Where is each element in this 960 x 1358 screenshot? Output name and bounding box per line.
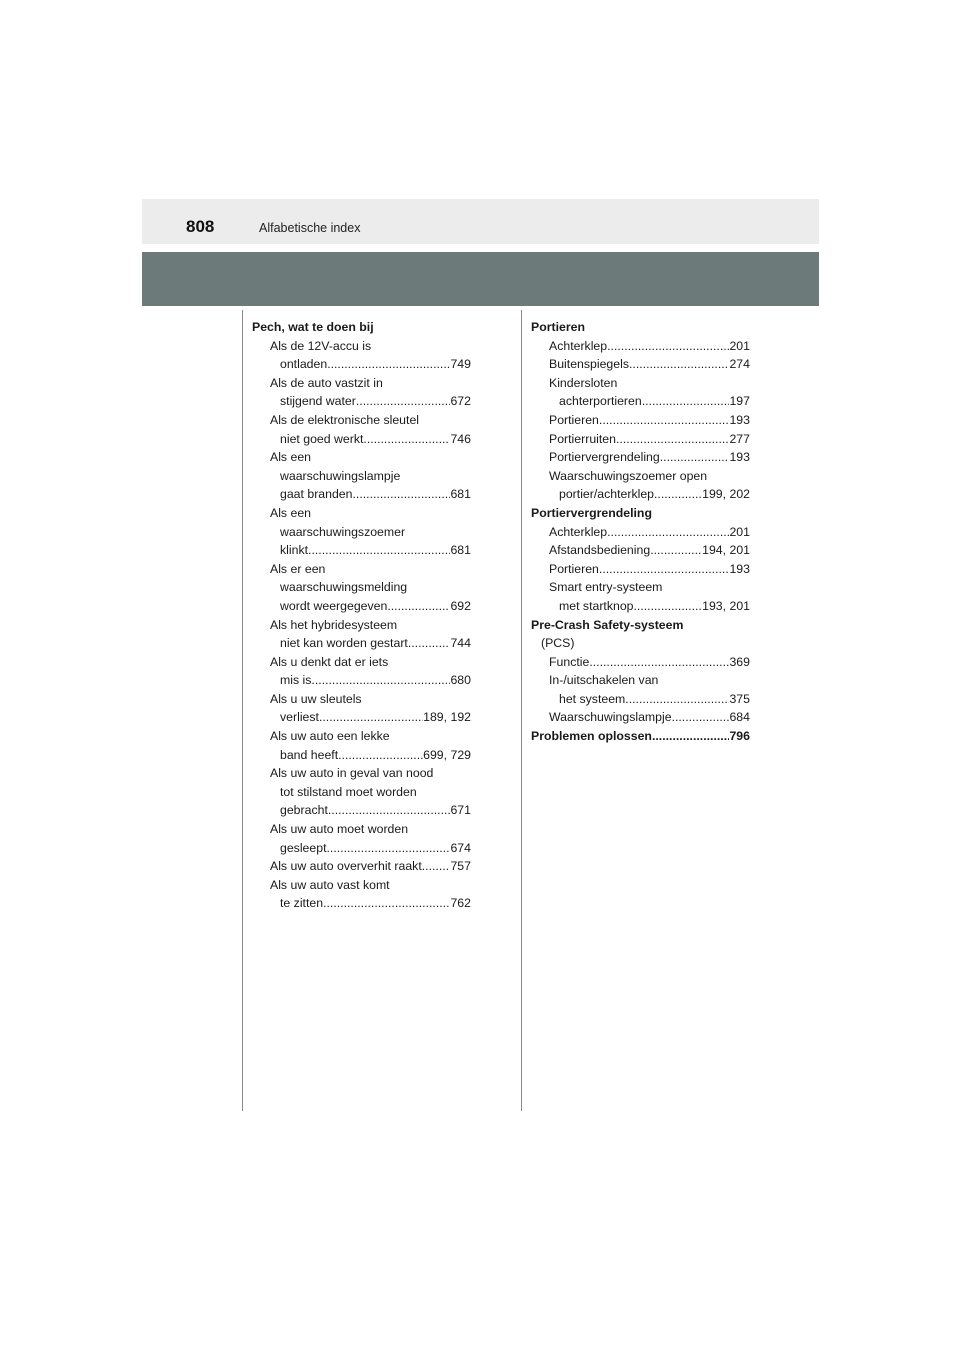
- entry-text: Als de 12V-accu is: [270, 338, 372, 353]
- entry-text: band heeft: [280, 747, 339, 762]
- index-entry: [252, 411, 471, 430]
- entry-text: klinkt: [280, 543, 309, 558]
- entry-text: Als een: [270, 450, 312, 465]
- index-entry: [252, 727, 471, 746]
- page-reference: 681: [450, 543, 471, 558]
- index-entry: [252, 671, 471, 690]
- index-heading: [531, 616, 750, 635]
- dot-leader: [323, 894, 450, 913]
- dot-leader: [625, 690, 729, 709]
- index-entry: [252, 355, 471, 374]
- page-reference: 692: [450, 598, 471, 613]
- dot-leader: [308, 541, 450, 560]
- index-entry: [252, 839, 471, 858]
- index-column-right: [531, 318, 750, 746]
- dot-leader: [363, 430, 450, 449]
- index-entry: [252, 616, 471, 635]
- section-title: Alfabetische index: [259, 221, 361, 235]
- entry-text: stijgend water: [280, 394, 356, 409]
- page-reference: 796: [729, 729, 750, 744]
- page-reference: 672: [450, 394, 471, 409]
- page-reference: 744: [450, 636, 471, 651]
- entry-text: verliest: [280, 710, 319, 725]
- entry-text: portier/achterklep: [559, 487, 655, 502]
- index-entry: [252, 690, 471, 709]
- entry-text: Afstandsbediening: [549, 543, 651, 558]
- index-heading: [531, 727, 750, 746]
- dot-leader: [387, 597, 450, 616]
- entry-text: waarschuwingsmelding: [280, 580, 408, 595]
- entry-text: In-/uitschakelen van: [549, 673, 659, 688]
- page-reference: 746: [450, 431, 471, 446]
- index-entry: [531, 374, 750, 393]
- dot-leader: [338, 746, 423, 765]
- column-divider-middle: [521, 310, 522, 1111]
- page-reference: 197: [729, 394, 750, 409]
- page-reference: 193: [729, 412, 750, 427]
- index-entry: [252, 467, 471, 486]
- entry-text: achterportieren: [559, 394, 642, 409]
- page-number: 808: [186, 217, 215, 236]
- entry-text: Pech, wat te doen bij: [252, 320, 374, 334]
- entry-text: Problemen oplossen: [531, 729, 652, 744]
- index-entry: [531, 597, 750, 616]
- index-entry: [531, 411, 750, 430]
- index-entry: [252, 597, 471, 616]
- index-entry: [252, 578, 471, 597]
- page-reference: 194, 201: [702, 543, 750, 558]
- index-entry: [531, 690, 750, 709]
- entry-text: Als het hybridesysteem: [270, 617, 398, 632]
- entry-text: wordt weergegeven: [280, 598, 388, 613]
- entry-text: Pre-Crash Safety-systeem: [531, 617, 684, 632]
- entry-text: met startknop: [559, 598, 634, 613]
- page-reference: 749: [450, 357, 471, 372]
- index-entry: [252, 857, 471, 876]
- entry-text: Als de auto vastzit in: [270, 375, 383, 390]
- index-entry: [252, 504, 471, 523]
- page-reference: 274: [729, 357, 750, 372]
- index-entry: [252, 820, 471, 839]
- dot-leader: [672, 708, 730, 727]
- section-band: [142, 252, 819, 306]
- index-heading: [252, 318, 471, 337]
- index-entry: [252, 485, 471, 504]
- dot-leader: [599, 411, 730, 430]
- entry-text: ontladen: [280, 357, 328, 372]
- index-entry: [531, 392, 750, 411]
- page-reference: 189, 192: [423, 710, 471, 725]
- entry-text: Portieren: [531, 320, 585, 334]
- entry-text: Als uw auto moet worden: [270, 822, 409, 837]
- page-reference: 674: [450, 840, 471, 855]
- index-entry: [531, 523, 750, 542]
- entry-text: Waarschuwingslampje: [549, 710, 672, 725]
- index-entry: [531, 337, 750, 356]
- index-entry: [531, 578, 750, 597]
- index-entry: [531, 448, 750, 467]
- entry-text: Als uw auto in geval van nood: [270, 766, 434, 781]
- index-entry: [252, 894, 471, 913]
- index-entry: [531, 560, 750, 579]
- entry-text: Achterklep: [549, 524, 608, 539]
- dot-leader: [607, 523, 729, 542]
- entry-text: Portieren: [549, 412, 599, 427]
- entry-text: mis is: [280, 673, 312, 688]
- dot-leader: [408, 634, 451, 653]
- dot-leader: [652, 727, 730, 746]
- entry-text: Portiervergrendeling: [549, 450, 660, 465]
- index-column-left: [252, 318, 471, 913]
- index-entry: [531, 355, 750, 374]
- entry-text: Als u denkt dat er iets: [270, 654, 389, 669]
- index-entry: [252, 448, 471, 467]
- page-reference: 199, 202: [702, 487, 750, 502]
- entry-text: niet goed werkt: [280, 431, 364, 446]
- column-divider-left: [242, 310, 243, 1111]
- header-bar: [142, 199, 819, 244]
- index-entry: [531, 708, 750, 727]
- entry-text: Functie: [549, 654, 590, 669]
- dot-leader: [616, 430, 729, 449]
- index-entry: [252, 746, 471, 765]
- entry-text: te zitten: [280, 896, 324, 911]
- index-heading: [531, 634, 750, 653]
- dot-leader: [607, 337, 729, 356]
- index-entry: [252, 634, 471, 653]
- entry-text: Waarschuwingszoemer open: [549, 468, 708, 483]
- dot-leader: [356, 392, 451, 411]
- index-entry: [252, 801, 471, 820]
- index-entry: [252, 523, 471, 542]
- index-entry: [252, 374, 471, 393]
- index-entry: [531, 430, 750, 449]
- index-heading: [531, 318, 750, 337]
- index-entry: [252, 430, 471, 449]
- entry-text: waarschuwingslampje: [280, 468, 401, 483]
- index-entry: [531, 541, 750, 560]
- index-entry: [252, 708, 471, 727]
- dot-leader: [311, 671, 450, 690]
- dot-leader: [654, 485, 702, 504]
- page-reference: 369: [729, 654, 750, 669]
- page-reference: 201: [729, 338, 750, 353]
- dot-leader: [634, 597, 703, 616]
- index-entry: [252, 653, 471, 672]
- index-entry: [531, 467, 750, 486]
- page-reference: 375: [729, 691, 750, 706]
- dot-leader: [422, 857, 451, 876]
- page-reference: 193: [729, 561, 750, 576]
- page-reference: 671: [450, 803, 471, 818]
- entry-text: Als uw auto een lekke: [270, 729, 390, 744]
- entry-text: waarschuwingszoemer: [280, 524, 406, 539]
- index-entry: [531, 653, 750, 672]
- entry-text: het systeem: [559, 691, 626, 706]
- dot-leader: [599, 560, 730, 579]
- entry-text: Buitenspiegels: [549, 357, 629, 372]
- entry-text: tot stilstand moet worden: [280, 784, 417, 799]
- index-heading: [531, 504, 750, 523]
- index-entry: [252, 764, 471, 783]
- page-reference: 684: [729, 710, 750, 725]
- page-reference: 762: [450, 896, 471, 911]
- entry-text: gesleept: [280, 840, 327, 855]
- page-reference: 277: [729, 431, 750, 446]
- entry-text: Portiervergrendeling: [531, 505, 652, 520]
- index-entry: [531, 485, 750, 504]
- page-reference: 193: [729, 450, 750, 465]
- entry-text: gaat branden: [280, 487, 353, 502]
- entry-text: Als een: [270, 505, 312, 520]
- entry-text: Als er een: [270, 561, 326, 576]
- entry-text: Achterklep: [549, 338, 608, 353]
- dot-leader: [327, 355, 450, 374]
- entry-text: Als u uw sleutels: [270, 691, 362, 706]
- dot-leader: [319, 708, 423, 727]
- index-entry: [252, 392, 471, 411]
- dot-leader: [589, 653, 729, 672]
- page-reference: 201: [729, 524, 750, 539]
- entry-text: gebracht: [280, 803, 328, 818]
- dot-leader: [650, 541, 702, 560]
- entry-text: (PCS): [541, 636, 575, 651]
- index-entry: [252, 541, 471, 560]
- entry-text: Kindersloten: [549, 375, 618, 390]
- index-entry: [252, 337, 471, 356]
- page-reference: 699, 729: [423, 747, 471, 762]
- index-entry: [531, 671, 750, 690]
- page-reference: 681: [450, 487, 471, 502]
- dot-leader: [629, 355, 729, 374]
- dot-leader: [660, 448, 730, 467]
- dot-leader: [328, 801, 451, 820]
- entry-text: Smart entry-systeem: [549, 580, 663, 595]
- dot-leader: [327, 839, 451, 858]
- index-entry: [252, 783, 471, 802]
- entry-text: Als uw auto oververhit raakt: [270, 859, 422, 874]
- page-reference: 757: [450, 859, 471, 874]
- dot-leader: [352, 485, 450, 504]
- entry-text: Als uw auto vast komt: [270, 877, 390, 892]
- index-entry: [252, 876, 471, 895]
- entry-text: Portierruiten: [549, 431, 616, 446]
- entry-text: niet kan worden gestart: [280, 636, 408, 651]
- index-entry: [252, 560, 471, 579]
- dot-leader: [642, 392, 730, 411]
- page-reference: 193, 201: [702, 598, 750, 613]
- page-reference: 680: [450, 673, 471, 688]
- entry-text: Portieren: [549, 561, 599, 576]
- entry-text: Als de elektronische sleutel: [270, 412, 420, 427]
